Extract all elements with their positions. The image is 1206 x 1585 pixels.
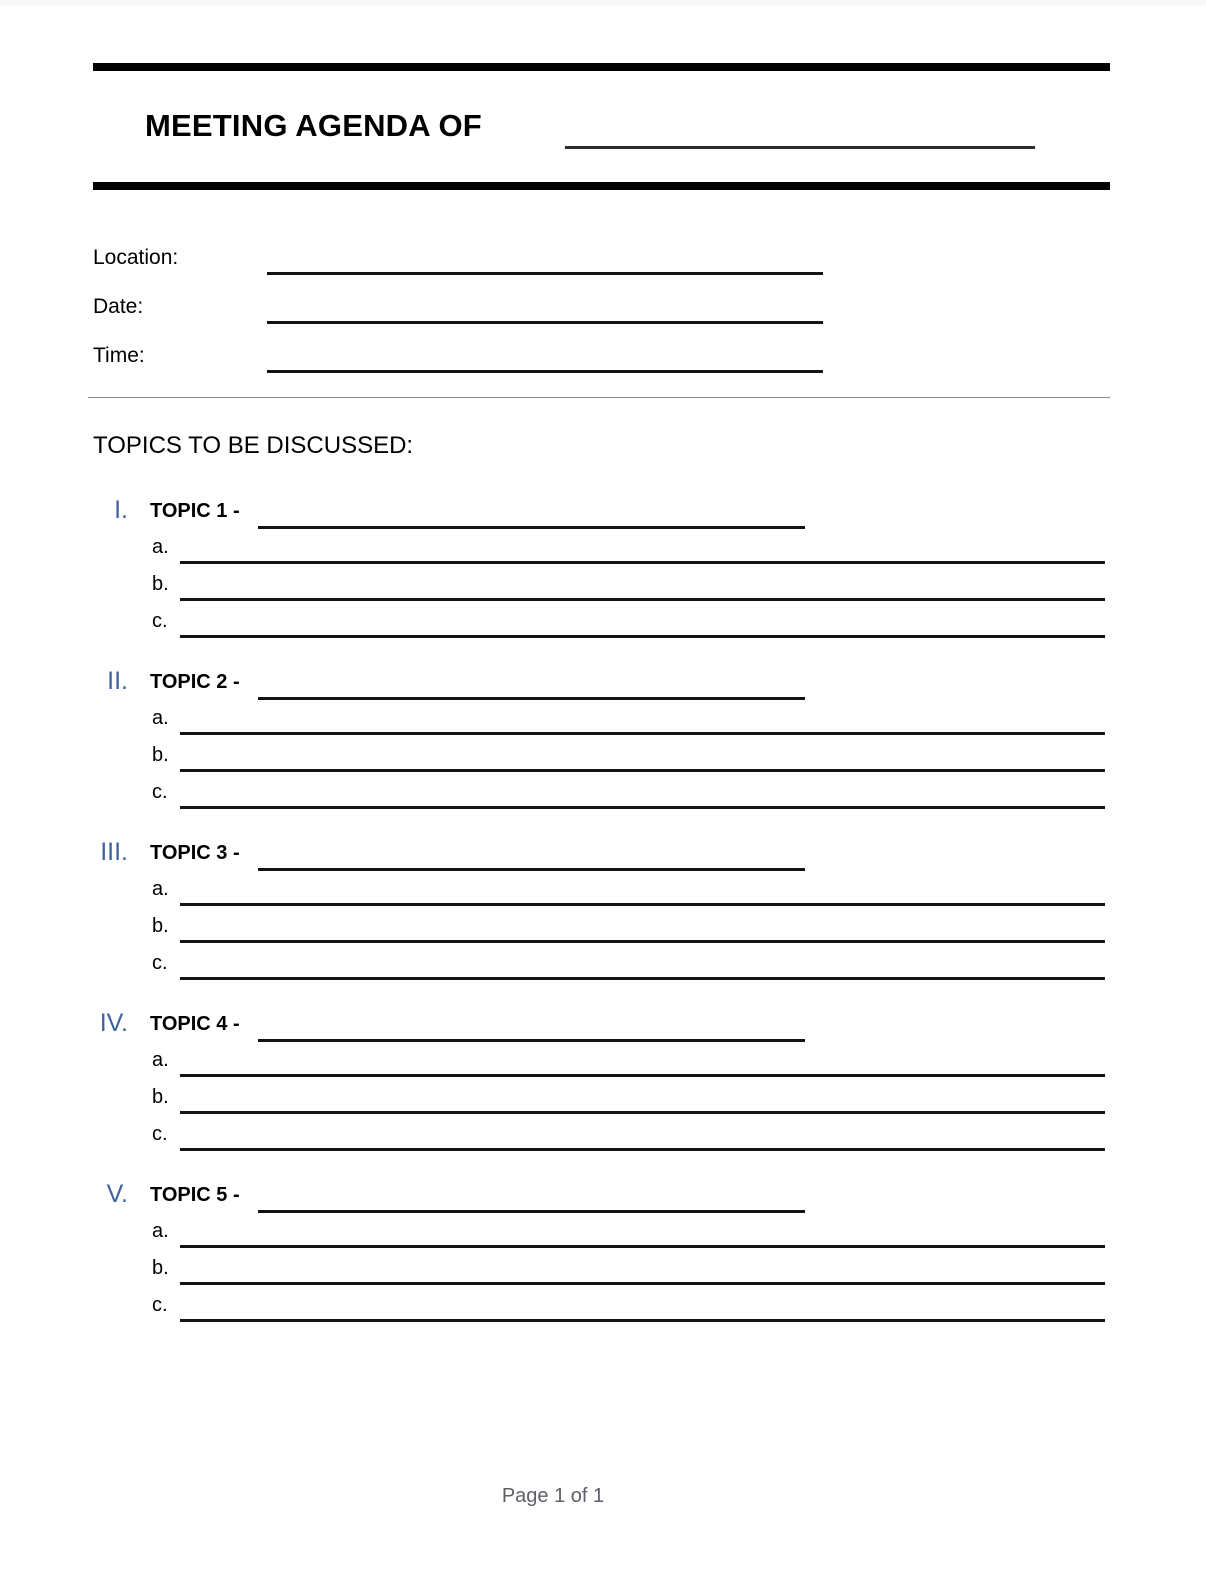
subitem-letter: c. (152, 1294, 168, 1316)
meta-row-time (93, 344, 833, 378)
subitem-blank-line[interactable] (180, 1319, 1105, 1322)
subitem-blank-line[interactable] (180, 940, 1105, 943)
topic-label: TOPIC 2 - (150, 671, 240, 693)
topic-label: TOPIC 5 - (150, 1184, 240, 1206)
topic-roman-numeral: II. (107, 667, 128, 695)
topic-subitem (0, 952, 1206, 989)
topic-block (0, 494, 1206, 665)
subitem-letter: a. (152, 1220, 169, 1242)
topic-heading-row (0, 665, 1206, 707)
date-label: Date: (93, 295, 144, 318)
subitem-blank-line[interactable] (180, 977, 1105, 980)
time-label: Time: (93, 344, 145, 367)
topic-label: TOPIC 4 - (150, 1013, 240, 1035)
topic-heading-row (0, 1178, 1206, 1220)
topic-subitem (0, 915, 1206, 952)
topic-blank-line[interactable] (258, 1039, 805, 1042)
topic-subitem (0, 1294, 1206, 1331)
meeting-name-blank-line[interactable] (565, 146, 1035, 149)
topics-list (0, 494, 1206, 1349)
subitem-blank-line[interactable] (180, 1245, 1105, 1248)
subitem-letter: b. (152, 915, 169, 937)
subitem-letter: b. (152, 573, 169, 595)
topic-roman-numeral: III. (100, 838, 128, 866)
topic-blank-line[interactable] (258, 1210, 805, 1213)
subitem-blank-line[interactable] (180, 903, 1105, 906)
subitem-letter: c. (152, 1123, 168, 1145)
topic-blank-line[interactable] (258, 868, 805, 871)
page-title: MEETING AGENDA OF (145, 108, 482, 143)
meta-section-divider (88, 397, 1110, 398)
time-blank-line[interactable] (267, 370, 823, 373)
subitem-blank-line[interactable] (180, 561, 1105, 564)
topic-block (0, 836, 1206, 1007)
subitem-letter: c. (152, 610, 168, 632)
topic-roman-numeral: I. (114, 496, 128, 524)
topic-heading-row (0, 1007, 1206, 1049)
subitem-letter: a. (152, 878, 169, 900)
topic-subitem (0, 1049, 1206, 1086)
topic-block (0, 665, 1206, 836)
topic-subitem (0, 781, 1206, 818)
topic-subitem (0, 878, 1206, 915)
location-label: Location: (93, 246, 179, 269)
subitem-letter: a. (152, 1049, 169, 1071)
subitem-letter: c. (152, 952, 168, 974)
date-blank-line[interactable] (267, 321, 823, 324)
subitem-blank-line[interactable] (180, 1282, 1105, 1285)
topic-subitem (0, 707, 1206, 744)
topic-blank-line[interactable] (258, 526, 805, 529)
agenda-document-page (0, 5, 1206, 1585)
header-bottom-rule (93, 182, 1110, 190)
topic-subitem (0, 1086, 1206, 1123)
page-indicator: Page 1 of 1 (501, 1485, 605, 1507)
topic-roman-numeral: IV. (99, 1009, 128, 1037)
topic-subitem (0, 1220, 1206, 1257)
page-footer (0, 1485, 1206, 1508)
subitem-blank-line[interactable] (180, 1074, 1105, 1077)
subitem-blank-line[interactable] (180, 769, 1105, 772)
subitem-blank-line[interactable] (180, 732, 1105, 735)
subitem-blank-line[interactable] (180, 598, 1105, 601)
subitem-blank-line[interactable] (180, 1148, 1105, 1151)
topic-heading-row (0, 836, 1206, 878)
meta-row-date (93, 295, 833, 329)
subitem-letter: c. (152, 781, 168, 803)
subitem-letter: a. (152, 536, 169, 558)
topic-roman-numeral: V. (106, 1180, 128, 1208)
subitem-letter: a. (152, 707, 169, 729)
subitem-letter: b. (152, 744, 169, 766)
topic-block (0, 1007, 1206, 1178)
topic-subitem (0, 536, 1206, 573)
location-blank-line[interactable] (267, 272, 823, 275)
topic-subitem (0, 610, 1206, 647)
topics-section-heading: TOPICS TO BE DISCUSSED: (93, 432, 414, 459)
topic-blank-line[interactable] (258, 697, 805, 700)
subitem-blank-line[interactable] (180, 806, 1105, 809)
header-top-rule (93, 63, 1110, 71)
topic-label: TOPIC 3 - (150, 842, 240, 864)
subitem-blank-line[interactable] (180, 1111, 1105, 1114)
meta-row-location (93, 246, 833, 280)
topic-block (0, 1178, 1206, 1349)
topic-subitem (0, 1123, 1206, 1160)
topic-subitem (0, 573, 1206, 610)
subitem-letter: b. (152, 1257, 169, 1279)
topic-subitem (0, 1257, 1206, 1294)
topic-label: TOPIC 1 - (150, 500, 240, 522)
subitem-blank-line[interactable] (180, 635, 1105, 638)
topic-subitem (0, 744, 1206, 781)
topic-heading-row (0, 494, 1206, 536)
subitem-letter: b. (152, 1086, 169, 1108)
